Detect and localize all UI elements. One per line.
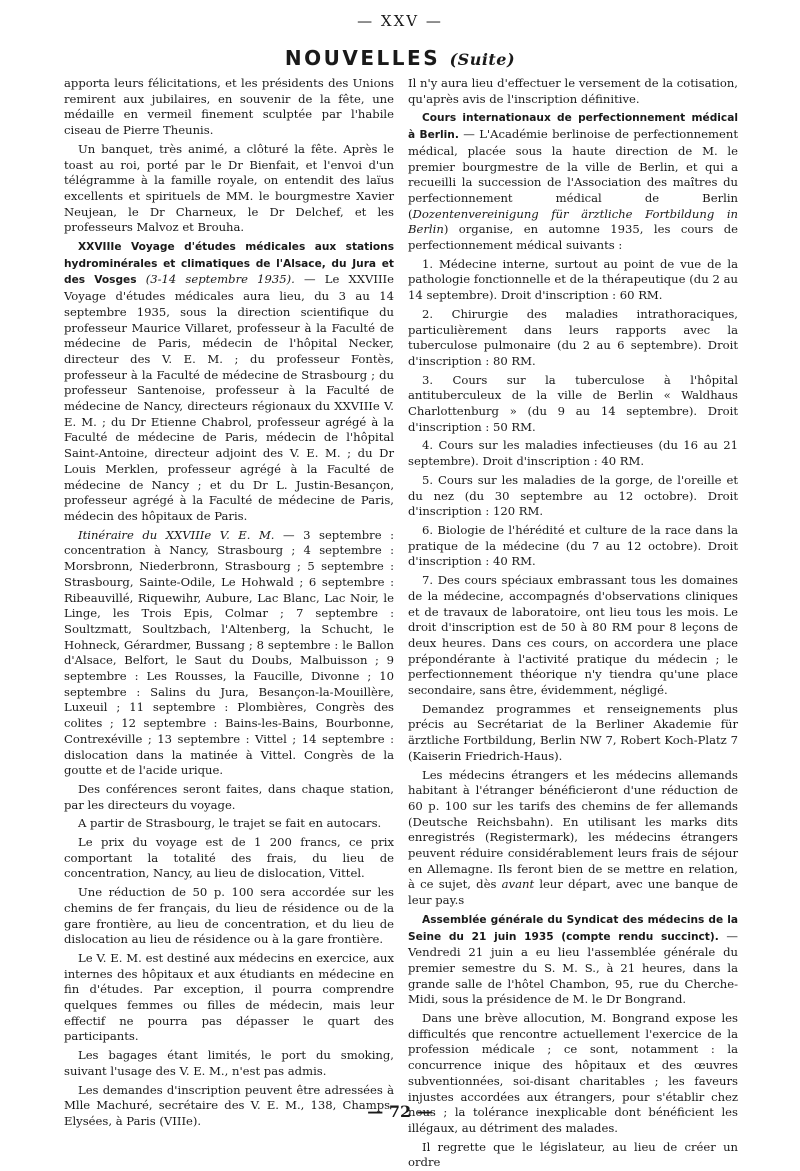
news-item-body: — L'Académie berlinoise de perfectionnement médical, placée sous la haute direction de M. le premier bourgmestre de la ville de Berlin, et qui a recueilli la succession de l'Association des maîtres du perfectionnement médical de Berlin (: [408, 127, 738, 221]
news-item-italic: Dozentenvereinigung für ärztliche Fortbildung in Berlin: [408, 206, 738, 237]
paragraph: Un banquet, très animé, a clôturé la fête. Après le toast au roi, porté par le Dr Bienfait, et l'envoi d'un télégramme à la famille royale, on entendit des laïus excellents et spirituels de MM. le bourgmestre Xavier Neujean, le Dr Charneux, le Dr Delchef, et les professeurs Malvoz et Brouha.: [64, 141, 394, 235]
course-item-1: 1. Médecine interne, surtout au point de vue de la pathologie fonctionnelle et de la thérapeutique (du 2 au 14 septembre). Droit d'inscription : 60 RM.: [408, 256, 738, 303]
news-item-date: (3-14 septembre 1935).: [145, 272, 295, 287]
roman-page-number: — XXV —: [357, 12, 443, 30]
course-item-3: 3. Cours sur la tuberculose à l'hôpital antituberculeux de la ville de Berlin « Waldhaus Charlottenburg » (du 9 au 14 septembre). Droit d'inscription : 50 RM.: [408, 372, 738, 434]
news-item-berlin: [408, 110, 738, 253]
news-item-voyage: [64, 239, 394, 525]
paragraph: Une réduction de 50 p. 100 sera accordée sur les chemins de fer français, du lieu de résidence ou de la gare frontière, au lieu de concentration, et du lieu de dislocation au lieu de résidence ou à la gare frontière.: [64, 885, 394, 947]
paragraph-text: Les médecins étrangers et les médecins allemands habitant à l'étranger bénéficieront d'une réduction de 60 p. 100 sur les tarifs des chemins de fer allemands (Deutsche Reichsbahn). En utilisant les marks dits enregistrés (Registermark), les médecins étrangers peuvent réduire considérablement leurs frais de séjour en Allemagne. Ils feront bien de se mettre en relation, à ce sujet, dès: [408, 767, 738, 892]
paragraph: Des conférences seront faites, dans chaque station, par les directeurs du voyage.: [64, 781, 394, 812]
course-item-6: 6. Biologie de l'hérédité et culture de la race dans la pratique de la médecine (du 7 au 12 octobre). Droit d'inscription : 40 RM.: [408, 522, 738, 569]
paragraph: A partir de Strasbourg, le trajet se fait en autocars.: [78, 816, 382, 831]
paragraph: Demandez programmes et renseignements plus précis au Secrétariat de la Berliner Akademie für ärztliche Fortbildung, Berlin NW 7, Robert Koch-Platz 7 (Kaiserin Friedrich-Haus).: [408, 701, 738, 763]
paragraph: Dans une brève allocution, M. Bongrand expose les difficultés que rencontre actuellement l'exercice de la profession médicale ; ce sont, notamment : la concurrence inique des hôpitaux et des œuvres subventionnées, soi-disant charitables ; les faveurs injustes accordées aux étrangers, pour s'établir chez nous ; la tolérance inexplicable dont bénéficient les illégaux, au détriment des malades.: [408, 1011, 738, 1135]
paragraph: Le V. E. M. est destiné aux médecins en exercice, aux internes des hôpitaux et aux étudiants en médecine en fin d'études. Par exception, il pourra comprendre quelques femmes ou filles de médecin, mais leur effectif ne pourra pas dépasser le quart des participants.: [64, 950, 394, 1044]
paragraph: Il regrette que le législateur, au lieu de créer un ordre: [408, 1139, 738, 1170]
paragraph-text-end: leur départ, avec une banque de leur pay.s: [408, 877, 738, 908]
section-title: [0, 46, 800, 70]
course-item-4: 4. Cours sur les maladies infectieuses (du 16 au 21 septembre). Droit d'inscription : 40 RM.: [408, 438, 738, 469]
paragraph: Les bagages étant limités, le port du smoking, suivant l'usage des V. E. M., n'est pas admis.: [64, 1048, 394, 1078]
news-item-body: — Vendredi 21 juin a eu lieu l'assemblée générale du premier semestre du S. M. S., à 21 heures, dans la grande salle de l'hôtel Chambon, 95, rue du Cherche-Midi, sous la présidence de M. le Dr Bongrand.: [408, 928, 738, 1007]
course-item-2: 2. Chirurgie des maladies intrathoraciques, particulièrement dans leurs rapports avec la tuberculose pulmonaire (du 2 au 6 septembre). Droit d'inscription : 80 RM.: [408, 306, 738, 368]
section-title-main: NOUVELLES: [284, 46, 441, 70]
news-item-body-end: ) organise, en automne 1935, les cours de perfectionnement médical suivants :: [408, 222, 738, 253]
itinerary-body: — 3 septembre : concentration à Nancy, Strasbourg ; 4 septembre : Morsbronn, Niederbronn, Strasbourg ; 5 septembre : Strasbourg, Sainte-Odile, Le Hohwald ; 6 septembre : Ribeauvillé, Riquewihr, Aubure, Lac Blanc, Lac Noir, le Linge, les Trois Epis, Colmar ; 7 septembre : Soultzmatt, Soultzbach, l'Altenberg, la Schucht, le Hohneck, Gérardmer, Bussang ; 8 septembre : le Ballon d'Alsace, Belfort, le Saut du Doubs, Malbuisson ; 9 septembre : Les Rousses, la Faucille, Divonne ; 10 septembre : Salins du Jura, Besançon-la-Mouillère, Luxeuil ; 11 septembre : Plombières, Congrès des colites ; 12 septembre : Bains-les-Bains, Bourbonne, Contrexéville ; 13 septembre : Vittel ; 14 septembre : dislocation dans la matinée à Vittel. Congrès de la goutte et de l'acide urique.: [64, 527, 394, 778]
right-column: [408, 76, 738, 1170]
paragraph: Il n'y aura lieu d'effectuer le versement de la cotisation, qu'après avis de l'inscription définitive.: [408, 76, 738, 106]
news-item-body: — Le XXVIIIe Voyage d'études médicales aura lieu, du 3 au 14 septembre 1935, sous la direction scientifique du professeur Maurice Villaret, professeur à la Faculté de médecine de Paris, médecin de l'hôpital Necker, directeur des V. E. M. ; du professeur Fontès, professeur à la Faculté de médecine de Strasbourg ; du professeur Santenoise, professeur à la Faculté de médecine de Nancy, directeurs régionaux du XXVIIIe V. E. M. ; du Dr Etienne Chabrol, professeur agrégé à la Faculté de médecine de Paris, médecin de l'hôpital Saint-Antoine, directeur adjoint des V. E. M. ; du Dr Louis Merklen, professeur agrégé à la Faculté de médecine de Nancy ; et du Dr L. Justin-Besançon, professeur agrégé à la Faculté de médecine de Paris, médecin des hôpitaux de Paris.: [64, 272, 394, 523]
news-item-title: XXVIIIe Voyage d'études médicales aux stations hydrominérales et climatiques de l'Alsace, du Jura et des Vosges: [64, 241, 394, 287]
itinerary-paragraph: [64, 528, 394, 779]
paragraph-italic: avant: [501, 877, 535, 892]
paragraph-foreign-doctors: [408, 768, 738, 909]
course-item-5: 5. Cours sur les maladies de la gorge, de l'oreille et du nez (du 30 septembre au 12 octobre). Droit d'inscription : 120 RM.: [408, 472, 738, 519]
paragraph: Le prix du voyage est de 1 200 francs, ce prix comportant la totalité des frais, du lieu de concentration, Nancy, au lieu de dislocation, Vittel.: [64, 835, 394, 881]
news-item-assemblee: [408, 912, 738, 1008]
page-number: — 72 —: [367, 1102, 433, 1121]
section-title-suite: (Suite): [449, 50, 516, 69]
news-item-title: Cours internationaux de perfectionnement médical à Berlin.: [408, 112, 738, 142]
course-item-7: 7. Des cours spéciaux embrassant tous les domaines de la médecine, accompagnés d'observations cliniques et de travaux de laboratoire, ont lieu tous les mois. Le droit d'inscription est de 50 à 80 RM pour 8 leçons de deux heures. Dans ces cours, on accordera une place prépondérante à l'activité pratique du médecin ; le perfectionnement théorique n'y tiendra qu'une place secondaire, sans être, évidemment, négligé.: [408, 573, 738, 698]
paragraph: Les demandes d'inscription peuvent être adressées à Mlle Machuré, secrétaire des V. E. M., 138, Champs-Elysées, à Paris (VIIIe).: [64, 1082, 394, 1128]
itinerary-title: Itinéraire du XXVIIIe V. E. M.: [78, 527, 275, 542]
paragraph: apporta leurs félicitations, et les présidents des Unions remirent aux jubilaires, en souvenir de la fête, une médaille en vermeil finement sculptée par l'habile ciseau de Pierre Theunis.: [64, 76, 394, 138]
left-column: [64, 76, 394, 1128]
news-item-title: Assemblée générale du Syndicat des médecins de la Seine du 21 juin 1935 (compte rendu succinct).: [408, 913, 738, 943]
